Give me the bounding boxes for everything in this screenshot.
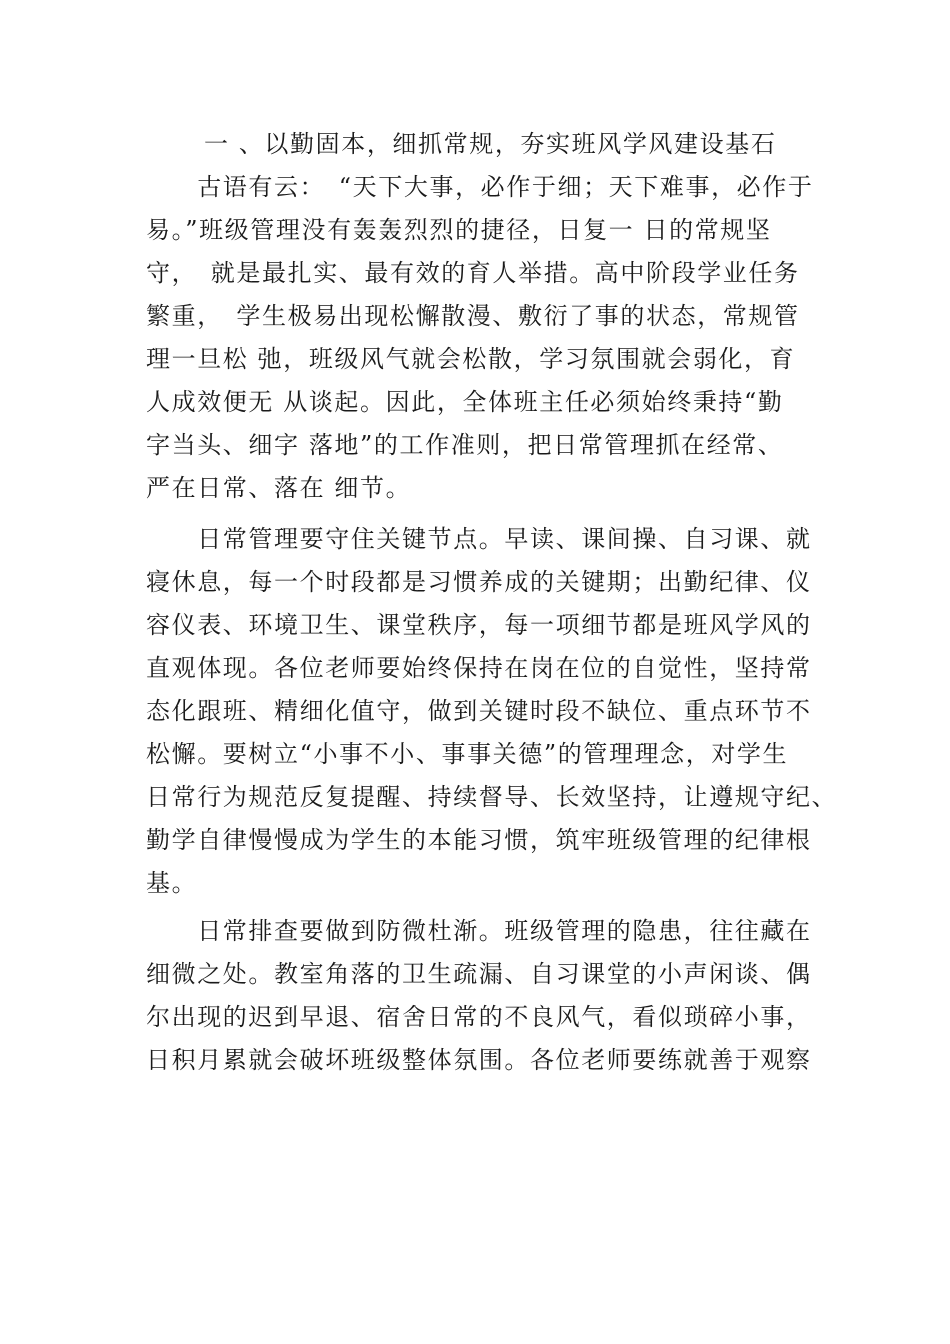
text-line: 容仪表、环境卫生、课堂秩序，每一项细节都是班风学风的 [146,611,812,639]
text-line: 寝休息，每一个时段都是习惯养成的关键期；出勤纪律、仪 [146,568,812,596]
text-line: 理一旦松 弛，班级风气就会松散，学习氛围就会弱化，育 [146,345,796,373]
text-line: 日常排查要做到防微杜渐。班级管理的隐患，往往藏在 [146,917,812,945]
text-line: 直观体现。各位老师要始终保持在岗在位的自觉性，坚持常 [146,654,812,682]
text-line: 日常管理要守住关键节点。早读、课间操、自习课、就 [146,525,812,553]
text-line: 古语有云： “天下大事，必作于细；天下难事，必作于 [146,173,814,201]
text-line: 字当头、细字 落地”的工作准则，把日常管理抓在经常、 [146,431,784,459]
section-heading: 一 、以勤固本，细抓常规，夯实班风学风建设基石 [204,130,777,158]
text-line: 态化跟班、精细化值守，做到关键时段不缺位、重点环节不 [146,697,812,725]
text-line: 严在日常、落在 细节。 [146,474,412,502]
text-line: 易。”班级管理没有轰轰烈烈的捷径，日复一 日的常规坚 [146,216,772,244]
text-line: 日积月累就会破坏班级整体氛围。各位老师要练就善于观察 [146,1046,812,1074]
text-line: 松懈。要树立“小事不小、事事关德”的管理理念，对学生 [146,740,789,768]
text-line: 细微之处。教室角落的卫生疏漏、自习课堂的小声闲谈、偶 [146,960,812,988]
text-line: 尔出现的迟到早退、宿舍日常的不良风气，看似琐碎小事， [146,1003,812,1031]
text-line: 守， 就是最扎实、最有效的育人举措。高中阶段学业任务 [146,259,800,287]
text-line: 日常行为规范反复提醒、持续督导、长效坚持，让遵规守纪、 [146,783,838,811]
text-line: 繁重， 学生极易出现松懈散漫、敷衍了事的状态，常规管 [146,302,800,330]
text-line: 人成效便无 从谈起。因此，全体班主任必须始终秉持“勤 [146,388,784,416]
text-line: 基。 [146,869,198,897]
text-line: 勤学自律慢慢成为学生的本能习惯，筑牢班级管理的纪律根 [146,826,812,854]
